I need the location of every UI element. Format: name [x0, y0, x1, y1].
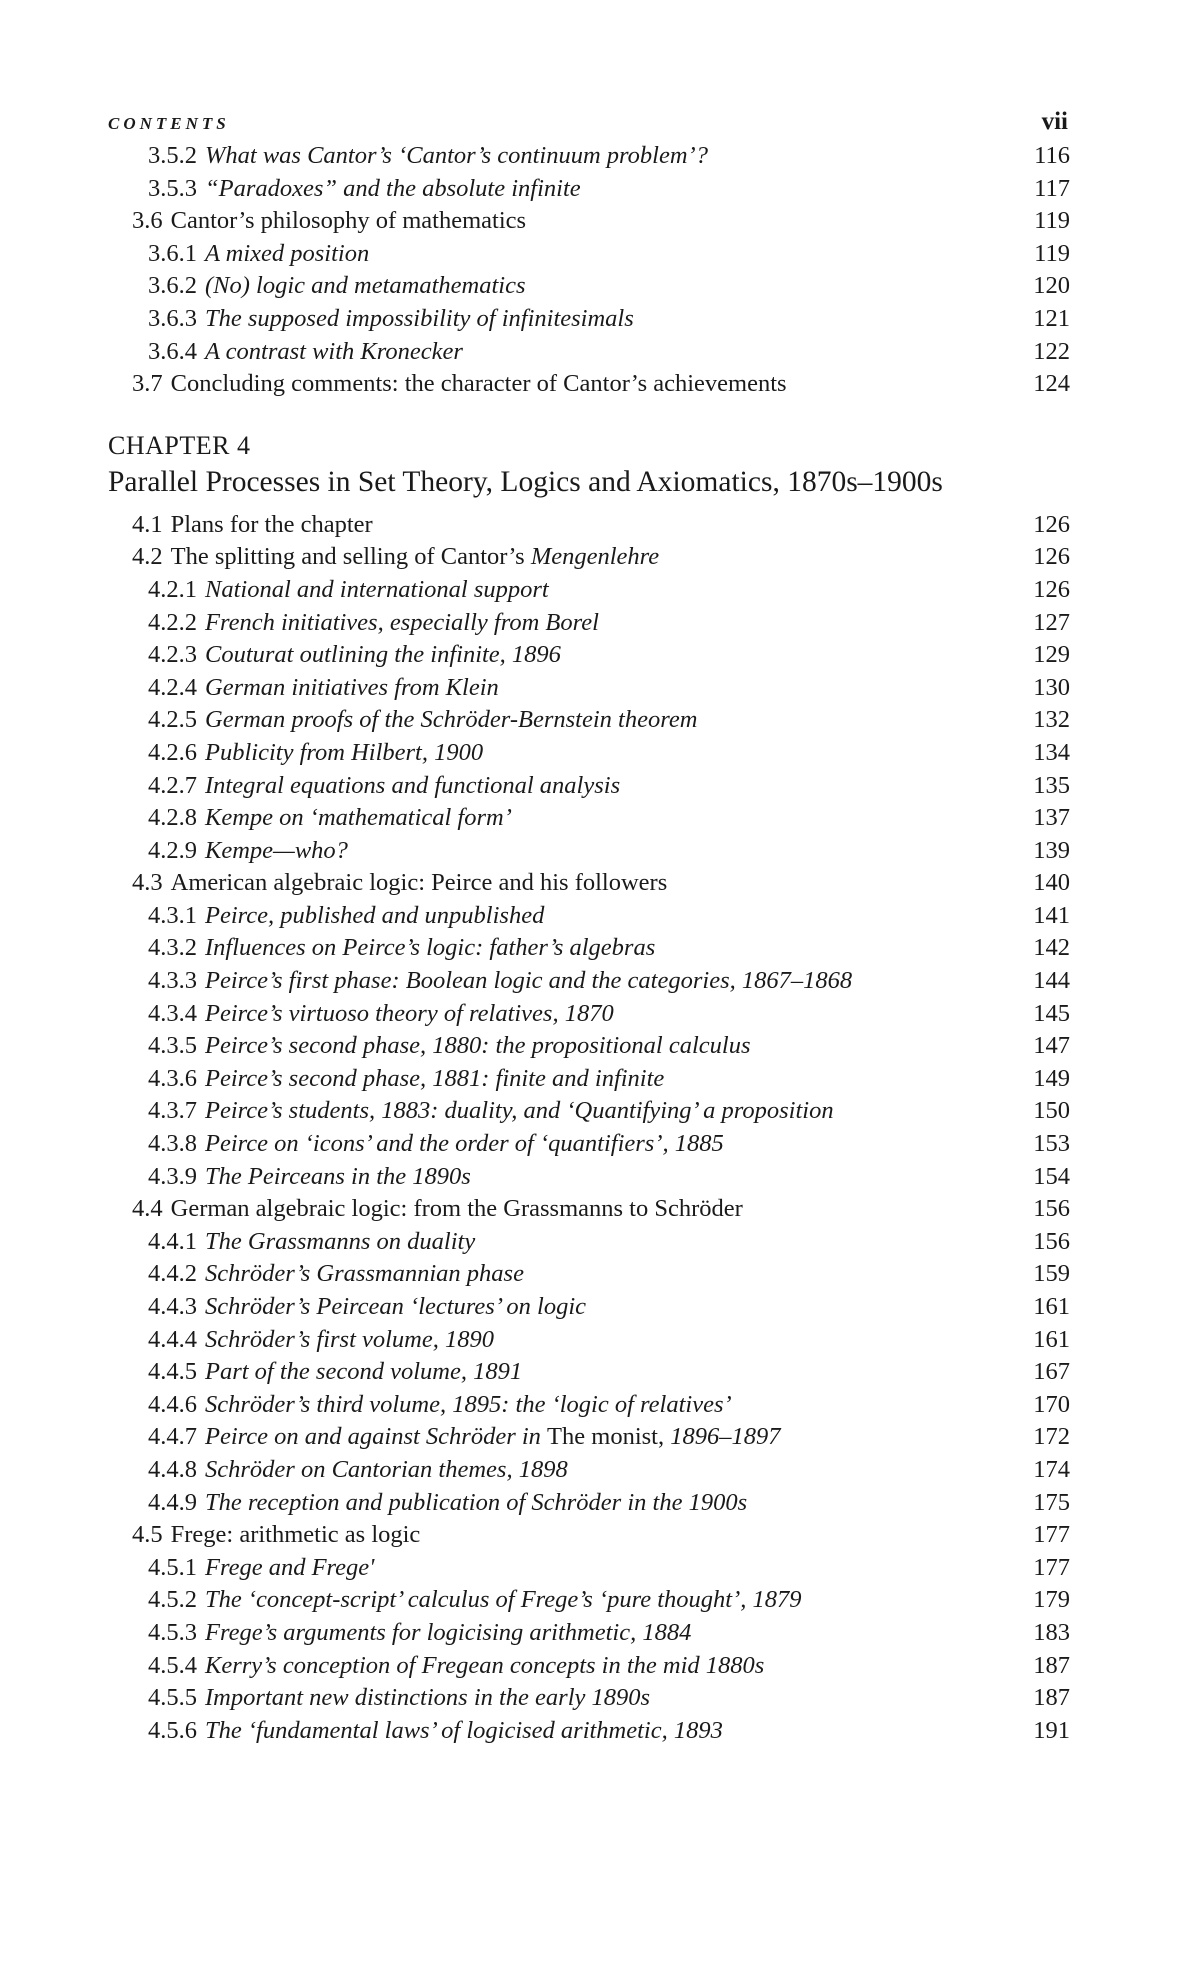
toc-entry: [108, 1193, 1070, 1226]
toc-entry: [108, 1682, 1070, 1715]
toc-entry-number: 4.3.4: [148, 999, 197, 1027]
toc-entry: [108, 835, 1070, 868]
toc-entry-title: Schröder on Cantorian themes, 1898: [205, 1455, 568, 1483]
toc-entry: [108, 1650, 1070, 1683]
toc-entry-number: 4.1: [132, 510, 163, 538]
toc-entry: [108, 368, 1070, 401]
toc-entry: [108, 1519, 1070, 1552]
toc-entry: [108, 1584, 1070, 1617]
toc-entry-title: Frege and Frege': [205, 1553, 375, 1581]
toc-entry: [108, 1030, 1070, 1063]
toc-entry-number: 3.5.2: [148, 142, 197, 169]
page-header: [108, 100, 1070, 140]
toc-entry-number: 4.5.4: [148, 1651, 197, 1679]
toc-entry-title: Part of the second volume, 1891: [205, 1358, 523, 1386]
toc-entry-page: 156: [1033, 1195, 1070, 1223]
toc-entry-page: 161: [1033, 1293, 1070, 1320]
toc-entry-page: 187: [1033, 1684, 1070, 1712]
toc-list-chapter-3: [108, 140, 1070, 401]
toc-entry: [108, 173, 1070, 206]
toc-entry-number: 4.3.7: [148, 1097, 197, 1125]
page-number: vii: [1041, 108, 1068, 135]
toc-entry-title: Peirce’s second phase, 1881: finite and infinite: [205, 1064, 665, 1092]
toc-entry: [108, 1063, 1070, 1096]
toc-entry-number: 4.5: [132, 1521, 163, 1549]
toc-entry-title: The Peirceans in the 1890s: [205, 1162, 471, 1190]
toc-entry-number: 4.2.1: [148, 575, 197, 603]
toc-entry-number: 4.4.5: [148, 1358, 197, 1386]
chapter-heading: [108, 429, 1070, 505]
toc-entry-title: French initiatives, especially from Borel: [205, 608, 599, 636]
toc-entry-page: 150: [1033, 1097, 1070, 1125]
toc-entry-page: 145: [1033, 999, 1070, 1027]
toc-entry-number: 4.5.3: [148, 1618, 197, 1646]
toc-entry: [108, 1258, 1070, 1291]
toc-entry-title: The supposed impossibility of infinitesimals: [205, 304, 634, 332]
toc-entry-number: 4.3.8: [148, 1130, 197, 1158]
toc-entry-title: A mixed position: [205, 239, 370, 267]
toc-entry-title: Peirce’s second phase, 1880: the propositional calculus: [205, 1032, 751, 1060]
toc-entry-page: 179: [1033, 1586, 1070, 1614]
toc-entry: [108, 998, 1070, 1031]
toc-entry-page: 119: [1034, 207, 1070, 235]
toc-entry-title: Schröder’s first volume, 1890: [205, 1325, 494, 1353]
toc-entry-title: Peirce on and against Schröder in The monist, 1896–1897: [205, 1423, 781, 1451]
toc-entry-page: 141: [1033, 901, 1070, 929]
toc-entry-title: Schröder’s Grassmannian phase: [205, 1260, 524, 1288]
toc-entry-page: 177: [1033, 1553, 1070, 1581]
toc-entry-page: 120: [1033, 272, 1070, 300]
toc-entry-number: 3.6.1: [148, 239, 197, 267]
toc-entry-title: “Paradoxes” and the absolute infinite: [205, 174, 581, 202]
toc-entry-page: 139: [1033, 836, 1070, 864]
toc-entry-number: 4.5.1: [148, 1553, 197, 1581]
toc-entry-title: The ‘concept-script’ calculus of Frege’s ‘pure thought’, 1879: [205, 1586, 802, 1614]
toc-entry-page: 174: [1033, 1455, 1070, 1483]
toc-entry-page: 154: [1033, 1162, 1070, 1190]
toc-entry-title: Kerry’s conception of Fregean concepts in the mid 1880s: [205, 1651, 765, 1679]
toc-entry-number: 4.5.5: [148, 1684, 197, 1712]
toc-entry-number: 4.2.8: [148, 804, 197, 832]
toc-entry-number: 4.4.7: [148, 1423, 197, 1451]
toc-entry-page: 170: [1033, 1390, 1070, 1418]
toc-entry: [108, 1552, 1070, 1585]
toc-entry: [108, 140, 1070, 173]
toc-entry-number: 3.7: [132, 370, 163, 398]
toc-entry-title: Peirce’s students, 1883: duality, and ‘Quantifying’ a proposition: [205, 1097, 834, 1125]
toc-entry-page: 144: [1033, 967, 1070, 995]
toc-entry-title: Schröder’s Peircean ‘lectures’ on logic: [205, 1293, 587, 1320]
toc-entry-number: 4.2.4: [148, 673, 197, 701]
toc-entry: [108, 1226, 1070, 1259]
toc-entry-page: 129: [1033, 641, 1070, 669]
toc-entry-page: 156: [1033, 1227, 1070, 1255]
toc-entry-page: 117: [1034, 174, 1070, 202]
toc-entry-title: Influences on Peirce’s logic: father’s algebras: [205, 934, 656, 962]
toc-entry: [108, 704, 1070, 737]
contents-page: [108, 100, 1070, 1747]
toc-entry-number: 4.3.1: [148, 901, 197, 929]
toc-entry-number: 4.2.7: [148, 771, 197, 799]
toc-entry-page: 137: [1033, 804, 1070, 832]
toc-entry: [108, 802, 1070, 835]
toc-entry-title: German initiatives from Klein: [205, 673, 499, 701]
toc-entry-number: 3.6.3: [148, 304, 197, 332]
toc-entry-page: 130: [1033, 673, 1070, 701]
toc-entry: [108, 900, 1070, 933]
toc-entry: [108, 1356, 1070, 1389]
toc-entry-page: 132: [1033, 706, 1070, 734]
toc-entry: [108, 574, 1070, 607]
toc-entry-number: 4.2.6: [148, 738, 197, 766]
toc-entry-number: 4.4.6: [148, 1390, 197, 1418]
toc-entry-title: The Grassmanns on duality: [205, 1227, 476, 1255]
toc-entry-number: 3.5.3: [148, 174, 197, 202]
toc-entry-title: The ‘fundamental laws’ of logicised arithmetic, 1893: [205, 1716, 723, 1744]
toc-entry-title: Cantor’s philosophy of mathematics: [170, 207, 527, 235]
toc-entry-page: 183: [1033, 1618, 1070, 1646]
toc-entry-title: Peirce, published and unpublished: [205, 901, 545, 929]
toc-entry: [108, 737, 1070, 770]
toc-entry-number: 4.4.4: [148, 1325, 197, 1353]
toc-entry-page: 172: [1033, 1423, 1070, 1451]
toc-entry: [108, 1389, 1070, 1422]
toc-entry-page: 126: [1033, 510, 1070, 538]
toc-entry-number: 4.4: [132, 1195, 163, 1223]
toc-entry-title: Couturat outlining the infinite, 1896: [205, 641, 561, 669]
toc-entry-title: The splitting and selling of Cantor’s Mengenlehre: [170, 543, 660, 571]
toc-entry-title: German algebraic logic: from the Grassmanns to Schröder: [170, 1195, 743, 1223]
toc-entry-number: 4.3: [132, 869, 163, 897]
toc-entry: [108, 1128, 1070, 1161]
toc-entry-title: A contrast with Kronecker: [205, 337, 463, 365]
toc-entry-number: 4.2.2: [148, 608, 197, 636]
toc-entry-page: 187: [1033, 1651, 1070, 1679]
toc-entry-page: 124: [1033, 370, 1070, 398]
toc-entry: [108, 1095, 1070, 1128]
toc-entry-number: 3.6.4: [148, 337, 197, 365]
toc-entry-number: 4.5.2: [148, 1586, 197, 1614]
toc-entry-page: 135: [1033, 771, 1070, 799]
toc-entry-page: 116: [1034, 142, 1070, 169]
toc-entry-number: 4.5.6: [148, 1716, 197, 1744]
toc-entry-page: 159: [1033, 1260, 1070, 1288]
toc-entry-number: 4.3.9: [148, 1162, 197, 1190]
toc-entry: [108, 270, 1070, 303]
toc-entry: [108, 1291, 1070, 1324]
toc-entry: [108, 1487, 1070, 1520]
toc-entry-number: 4.2.3: [148, 641, 197, 669]
toc-entry-title: Kempe—who?: [205, 836, 348, 864]
toc-entry: [108, 509, 1070, 542]
toc-entry-page: 142: [1033, 934, 1070, 962]
toc-entry: [108, 867, 1070, 900]
toc-entry-title: (No) logic and metamathematics: [205, 272, 526, 300]
toc-entry-page: 126: [1033, 575, 1070, 603]
toc-entry: [108, 1454, 1070, 1487]
toc-entry-page: 175: [1033, 1488, 1070, 1516]
toc-entry-page: 121: [1033, 304, 1070, 332]
toc-entry-title: Important new distinctions in the early 1890s: [205, 1684, 651, 1712]
toc-entry-number: 4.3.2: [148, 934, 197, 962]
toc-entry-page: 191: [1033, 1716, 1070, 1744]
toc-entry-title: Integral equations and functional analysis: [205, 771, 621, 799]
toc-entry-number: 4.3.6: [148, 1064, 197, 1092]
toc-entry-title: Plans for the chapter: [170, 510, 373, 538]
toc-entry-page: 140: [1033, 869, 1070, 897]
toc-entry: [108, 607, 1070, 640]
toc-entry: [108, 770, 1070, 803]
toc-entry: [108, 1617, 1070, 1650]
toc-entry-page: 127: [1033, 608, 1070, 636]
toc-entry: [108, 205, 1070, 238]
toc-entry-title: Schröder’s third volume, 1895: the ‘logic of relatives’: [205, 1390, 732, 1418]
toc-entry-number: 4.2: [132, 543, 163, 571]
toc-entry: [108, 1715, 1070, 1748]
toc-entry-page: 134: [1033, 738, 1070, 766]
toc-entry-number: 4.3.3: [148, 967, 197, 995]
toc-entry-title: Publicity from Hilbert, 1900: [205, 738, 484, 766]
toc-entry-title: What was Cantor’s ‘Cantor’s continuum problem’?: [205, 142, 708, 169]
toc-entry-number: 4.4.1: [148, 1227, 197, 1255]
toc-entry-title: American algebraic logic: Peirce and his followers: [170, 869, 668, 897]
toc-entry-title: Peirce’s virtuoso theory of relatives, 1870: [205, 999, 614, 1027]
toc-entry: [108, 541, 1070, 574]
toc-entry-page: 161: [1033, 1325, 1070, 1353]
toc-entry-number: 3.6.2: [148, 272, 197, 300]
toc-entry-title: German proofs of the Schröder-Bernstein theorem: [205, 706, 698, 734]
chapter-label: CHAPTER 4: [108, 430, 251, 460]
toc-entry-page: 153: [1033, 1130, 1070, 1158]
toc-entry-page: 147: [1033, 1032, 1070, 1060]
toc-entry-page: 122: [1033, 337, 1070, 365]
toc-entry-title: Kempe on ‘mathematical form’: [205, 804, 512, 832]
toc-entry-title: Concluding comments: the character of Cantor’s achievements: [170, 370, 787, 398]
toc-entry-page: 119: [1034, 239, 1070, 267]
toc-entry-page: 177: [1033, 1521, 1070, 1549]
toc-entry-page: 149: [1033, 1064, 1070, 1092]
toc-entry: [108, 1324, 1070, 1357]
toc-entry-number: 4.4.8: [148, 1455, 197, 1483]
toc-entry: [108, 303, 1070, 336]
toc-entry-number: 4.3.5: [148, 1032, 197, 1060]
toc-entry-title: Frege’s arguments for logicising arithmetic, 1884: [205, 1618, 692, 1646]
toc-entry-number: 4.4.3: [148, 1293, 197, 1320]
toc-list-chapter-4: [108, 509, 1070, 1748]
toc-entry: [108, 932, 1070, 965]
toc-entry-number: 4.4.9: [148, 1488, 197, 1516]
toc-entry-title: Peirce’s first phase: Boolean logic and the categories, 1867–1868: [205, 967, 853, 995]
toc-entry-title: National and international support: [205, 575, 549, 603]
toc-entry-number: 4.2.5: [148, 706, 197, 734]
toc-entry-number: 4.2.9: [148, 836, 197, 864]
toc-entry: [108, 965, 1070, 998]
toc-entry-number: 3.6: [132, 207, 163, 235]
toc-entry-title: The reception and publication of Schröder in the 1900s: [205, 1488, 748, 1516]
toc-entry: [108, 639, 1070, 672]
toc-entry: [108, 1421, 1070, 1454]
toc-entry-number: 4.4.2: [148, 1260, 197, 1288]
toc-entry-page: 167: [1033, 1358, 1070, 1386]
toc-entry-title: Frege: arithmetic as logic: [170, 1521, 421, 1549]
chapter-title: Parallel Processes in Set Theory, Logics and Axiomatics, 1870s–1900s: [108, 465, 943, 498]
toc-entry-title: Peirce on ‘icons’ and the order of ‘quantifiers’, 1885: [205, 1130, 724, 1158]
toc-entry: [108, 672, 1070, 705]
toc-entry: [108, 336, 1070, 369]
toc-entry-page: 126: [1033, 543, 1070, 571]
running-head: CONTENTS: [108, 114, 230, 133]
toc-entry: [108, 1161, 1070, 1194]
toc-entry: [108, 238, 1070, 271]
